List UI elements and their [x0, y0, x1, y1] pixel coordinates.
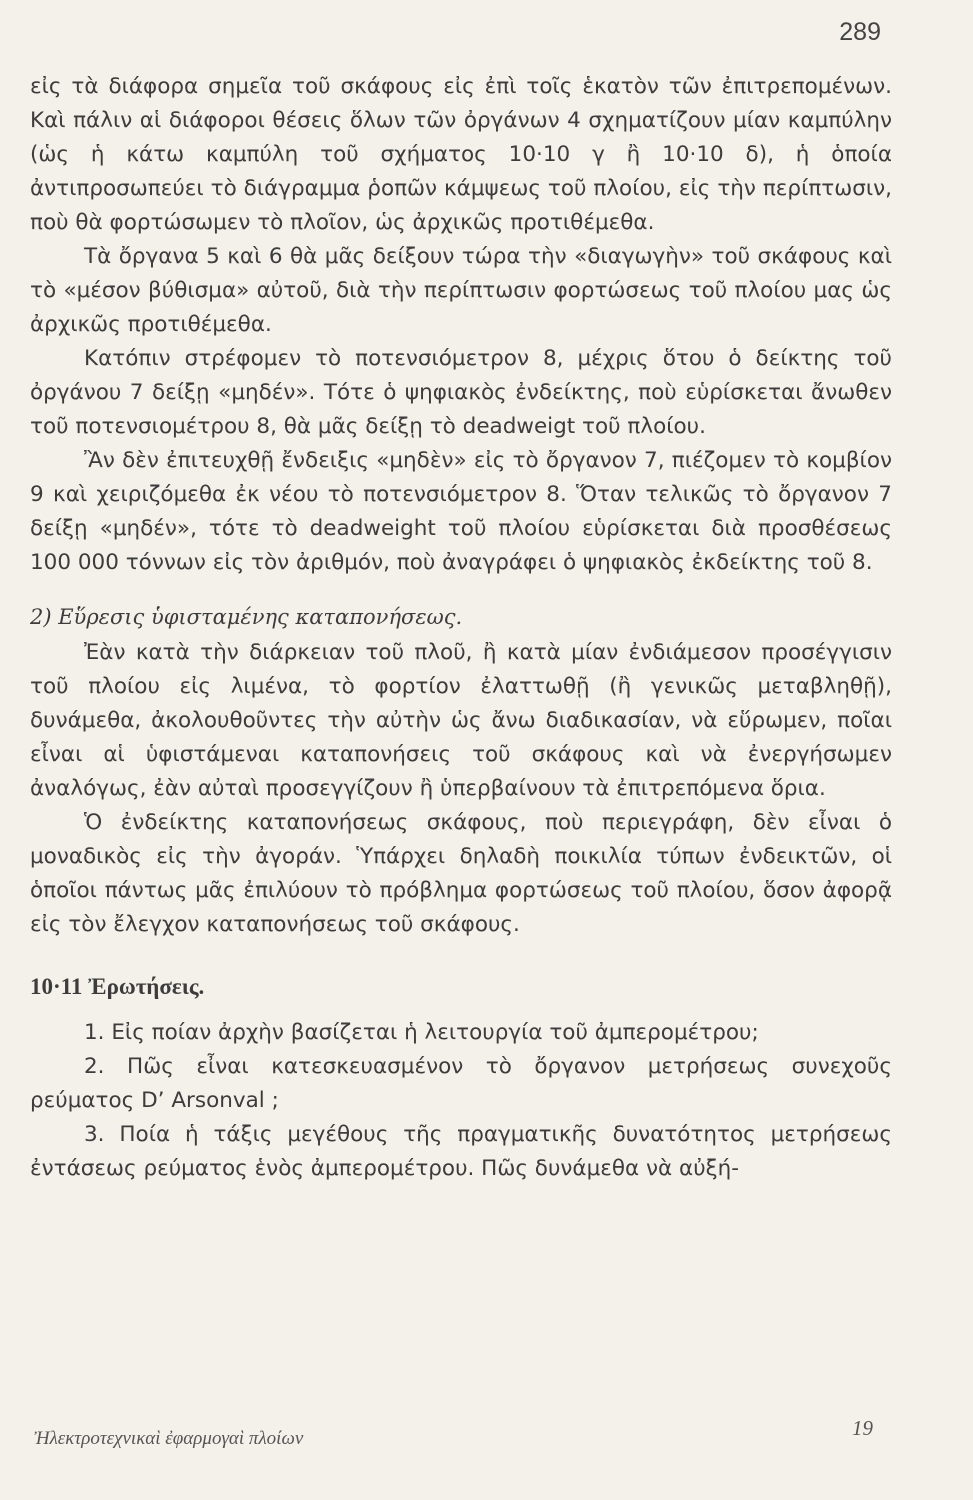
- body-text: [30, 70, 892, 1186]
- page-number: 289: [839, 18, 881, 46]
- paragraph: Ἂν δὲν ἐπιτευχθῇ ἔνδειξις «μηδὲν» εἰς τὸ ὄργανον 7, πιέζομεν τὸ κομβίον 9 καὶ χειριζόμεθα ἐκ νέου τὸ ποτενσιόμετρον 8. Ὅταν τελικῶς τὸ ὄργανον 7 δείξῃ «μηδέν», τότε τὸ deadweight τοῦ πλοίου εὑρίσκεται διὰ προσθέσεως 100 000 τόννων εἰς τὸν ἀριθμόν, ποὺ ἀναγράφει ὁ ψηφιακὸς ἐκδείκτης τοῦ 8.: [30, 448, 892, 575]
- paragraph: Κατόπιν στρέφομεν τὸ ποτενσιόμετρον 8, μέχρις ὅτου ὁ δείκτης τοῦ ὀργάνου 7 δείξῃ «μηδέν». Τότε ὁ ψηφιακὸς ἐνδείκτης, ποὺ εὑρίσκεται ἄνωθεν τοῦ ποτενσιομέτρου 8, θὰ μᾶς δείξῃ τὸ deadweigt τοῦ πλοίου.: [30, 346, 892, 439]
- question-item: 3. Ποία ἡ τάξις μεγέθους τῆς πραγματικῆς δυνατότητος μετρήσεως ἐντάσεως ρεύματος ἑνὸς ἀμπερομέτρου. Πῶς δυνάμεθα νὰ αὐξή-: [30, 1122, 892, 1181]
- question-item: 2. Πῶς εἶναι κατεσκευασμένον τὸ ὄργανον μετρήσεως συνεχοῦς ρεύματος D’ Arsonval ;: [30, 1054, 892, 1113]
- paragraph: Τὰ ὄργανα 5 καὶ 6 θὰ μᾶς δείξουν τώρα τὴν «διαγωγὴν» τοῦ σκάφους καὶ τὸ «μέσον βύθισμα» αὐτοῦ, διὰ τὴν περίπτωσιν φορτώσεως τοῦ πλοίου μας ὡς ἀρχικῶς προτιθέμεθα.: [30, 244, 892, 337]
- paragraph: Ὁ ἐνδείκτης καταπονήσεως σκάφους, ποὺ περιεγράφη, δὲν εἶναι ὁ μοναδικὸς εἰς τὴν ἀγοράν. Ὑπάρχει δηλαδὴ ποικιλία τύπων ἐνδεικτῶν, οἱ ὁποῖοι πάντως μᾶς ἐπιλύουν τὸ πρόβλημα φορτώσεως τοῦ πλοίου, ὅσον ἀφορᾷ εἰς τὸν ἔλεγχον καταπονήσεως τοῦ σκάφους.: [30, 810, 892, 937]
- section-heading: 10·11 Ἐρωτήσεις.: [30, 974, 205, 999]
- paragraph: Ἐὰν κατὰ τὴν διάρκειαν τοῦ πλοῦ, ἢ κατὰ μίαν ἐνδιάμεσον προσέγγισιν τοῦ πλοίου εἰς λιμένα, τὸ φορτίον ἐλαττωθῇ (ἢ γενικῶς μεταβληθῇ), δυνάμεθα, ἀκολουθοῦντες τὴν αὐτὴν ὡς ἄνω διαδικασίαν, νὰ εὕρωμεν, ποῖαι εἶναι αἱ ὑφιστάμεναι καταπονήσεις τοῦ σκάφους καὶ νὰ ἐνεργήσωμεν ἀναλόγως, ἐὰν αὐταὶ προσεγγίζουν ἢ ὑπερβαίνουν τὰ ἐπιτρεπόμενα ὅρια.: [30, 640, 892, 801]
- subsection-heading: 2) Εὕρεσις ὑφισταμένης καταπονήσεως.: [30, 605, 463, 629]
- footer-signature: 19: [852, 1416, 873, 1440]
- question-item: 1. Εἰς ποίαν ἀρχὴν βασίζεται ἡ λειτουργία τοῦ ἀμπερομέτρου;: [84, 1020, 759, 1045]
- footer-book-title: Ἠλεκτροτεχνικαὶ ἐφαρμογαὶ πλοίων: [34, 1428, 304, 1449]
- paragraph: εἰς τὰ διάφορα σημεῖα τοῦ σκάφους εἰς ἐπὶ τοῖς ἑκατὸν τῶν ἐπιτρεπομένων. Καὶ πάλιν αἱ διάφοροι θέσεις ὅλων τῶν ὀργάνων 4 σχηματίζουν μίαν καμπύλην (ὡς ἡ κάτω καμπύλη τοῦ σχήματος 10·10 γ ἢ 10·10 δ), ἡ ὁποία ἀντιπροσωπεύει τὸ διάγραμμα ῥοπῶν κάμψεως τοῦ πλοίου, εἰς τὴν περίπτωσιν, ποὺ θὰ φορτώσωμεν τὸ πλοῖον, ὡς ἀρχικῶς προτιθέμεθα.: [30, 74, 892, 235]
